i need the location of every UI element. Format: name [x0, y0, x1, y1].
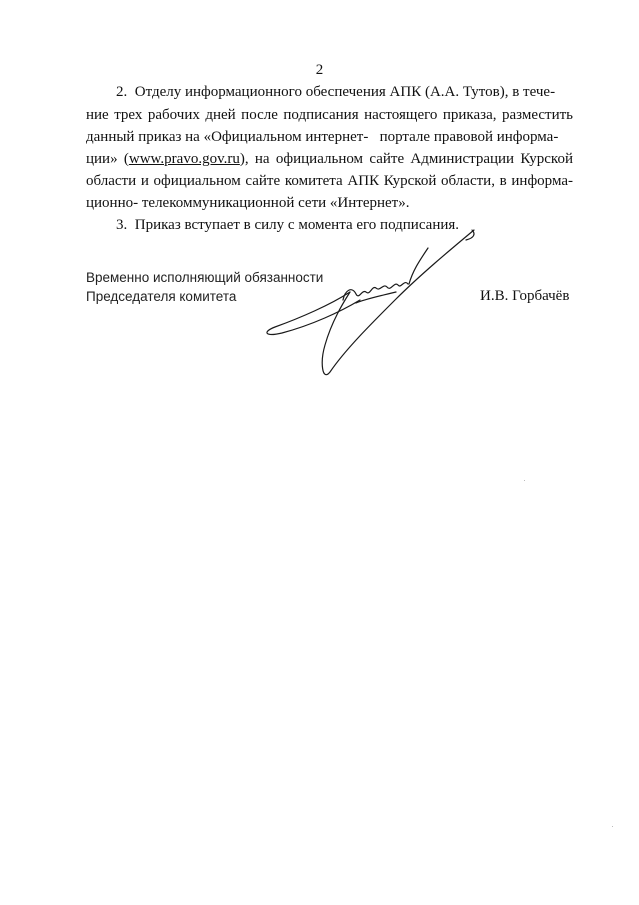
paragraph-2-number: 2. — [116, 84, 128, 100]
paragraph-2-line-6: ционно- телекоммуникационной сети «Интернет». — [86, 195, 410, 211]
scan-speck — [612, 826, 613, 827]
scan-speck — [524, 480, 525, 481]
paragraph-2-line-3: данный приказ на «Официальном интернет- портале правовой информа- — [86, 129, 559, 145]
paragraph-3-text: Приказ вступает в силу с момента его подписания. — [134, 217, 460, 233]
paragraph-2-line-4-pre: ции» ( — [86, 151, 129, 167]
paragraph-2-line-5: области и официальном сайте комитета АПК Курской области, в информа- — [86, 173, 573, 189]
signatory-name: И.В. Горбачёв — [480, 288, 570, 304]
paragraph-3-number: 3. — [116, 217, 128, 233]
signatory-position-line-2: Председателя комитета — [86, 289, 237, 304]
paragraph-2-line-2: ние трех рабочих дней после подписания настоящего приказа, разместить — [86, 107, 573, 123]
paragraph-2-line-4-post: ), на официальном сайте Администрации Курской — [239, 151, 573, 167]
paragraph-2-line-1-text: Отделу информационного обеспечения АПК (А.А. Тутов), в тече- — [134, 84, 556, 100]
signatory-position-line-1: Временно исполняющий обязанности — [86, 270, 324, 285]
page-number: 2 — [315, 62, 324, 78]
pravo-link[interactable]: www.pravo.gov.ru — [128, 151, 240, 167]
